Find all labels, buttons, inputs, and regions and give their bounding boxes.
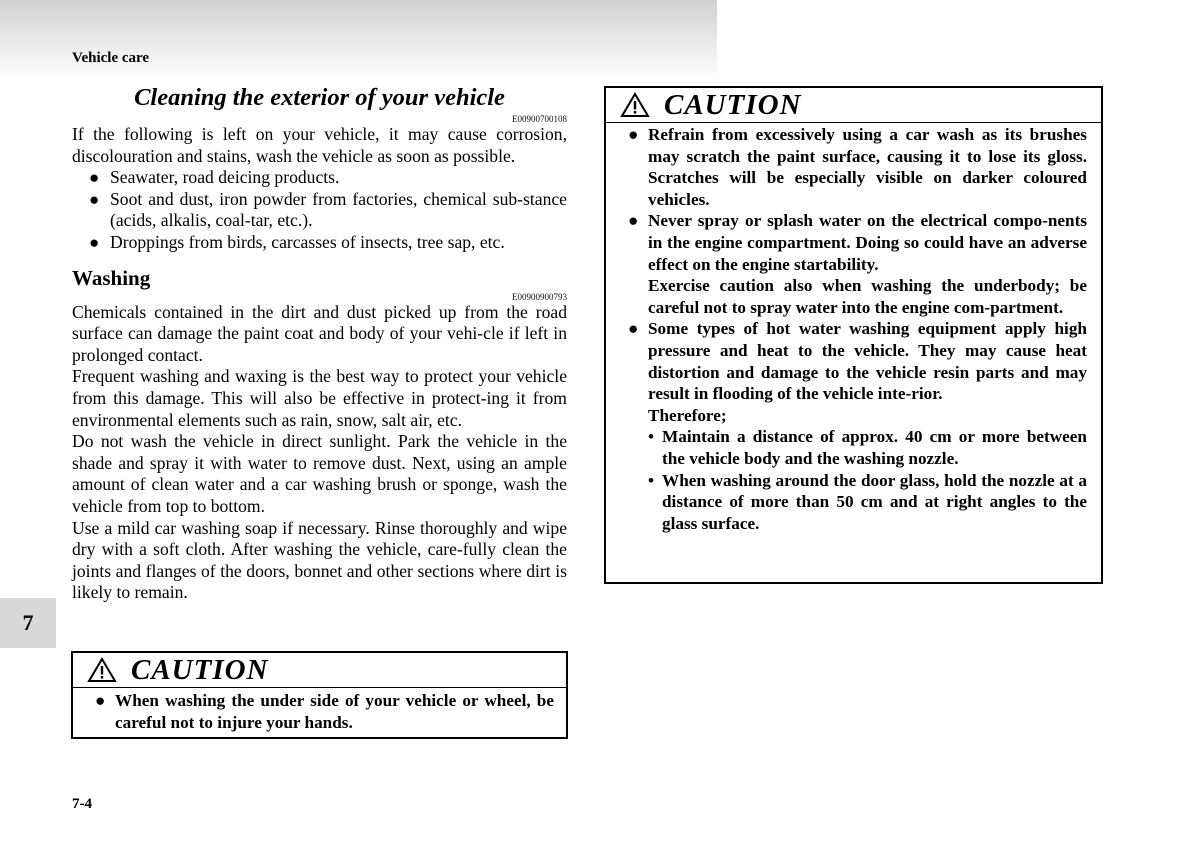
caution-box-right (604, 86, 1103, 584)
therefore-label: Therefore; (648, 405, 727, 425)
header-band (0, 0, 717, 80)
caution-title: CAUTION (131, 653, 269, 686)
caution-sub-item: • When washing around the door glass, hold the nozzle at a distance of more than 50 cm and at right angles to the glass surface. (648, 470, 1087, 533)
page-title: Cleaning the exterior of your vehicle (134, 84, 505, 111)
section-label: Vehicle care (72, 50, 150, 66)
main-content (72, 80, 567, 604)
sub-bullet-icon: • (648, 470, 655, 490)
washing-paragraph: Frequent washing and waxing is the best way to protect your vehicle from this damage. This will also be effective in protect-ing it from environmental elements such as rain, snow, salt air, etc. (72, 366, 567, 430)
sub-bullet-icon: • (648, 427, 655, 447)
caution-title: CAUTION (664, 88, 802, 121)
bullet-icon: ● (89, 189, 100, 209)
washing-paragraph: Do not wash the vehicle in direct sunlight. Park the vehicle in the shade and spray it with water to remove dust. Next, using an ample amount of clean water and a car washing brush or sponge, wash the vehicle from top to bottom. (72, 431, 567, 516)
title-code: E00900700108 (512, 114, 567, 124)
bullet-icon: ● (628, 211, 639, 231)
intro-paragraph: If the following is left on your vehicle, it may cause corrosion, discolouration and stains, wash the vehicle as soon as possible. (72, 124, 567, 166)
page-number: 7-4 (72, 796, 92, 812)
washing-heading: Washing (72, 265, 151, 290)
caution-item: ● When washing the under side of your vehicle or wheel, be careful not to injure your hands. (95, 691, 554, 732)
chapter-tab (0, 598, 56, 648)
contaminant-list (72, 167, 567, 253)
warning-triangle-icon (620, 92, 650, 118)
bullet-icon: ● (628, 319, 639, 339)
caution-item: ● Never spray or splash water on the electrical compo-nents in the engine compartment. Doing so could have an adverse effect on the engine startability. (628, 211, 1087, 274)
bullet-icon: ● (95, 691, 106, 710)
washing-paragraph: Use a mild car washing soap if necessary. Rinse thoroughly and wipe dry with a soft cloth. After washing the vehicle, care-fully clean the joints and flanges of the doors, bonnet and other sections where dirt is likely to remain. (72, 517, 567, 603)
bullet-icon: ● (628, 125, 639, 144)
caution-header (606, 88, 1101, 123)
caution-box-left (71, 651, 568, 739)
caution-item-continuation: Exercise caution also when washing the underbody; be careful not to spray water into the engine com-partment. (648, 276, 1087, 317)
caution-body (606, 123, 1101, 534)
bullet-icon: ● (89, 168, 100, 188)
caution-item: ● Refrain from excessively using a car wash as its brushes may scratch the paint surface, causing it to lose its gloss. Scratches will be especially visible on darker coloured vehicles. (628, 125, 1087, 209)
list-item: ● Soot and dust, iron powder from factories, chemical sub-stance (acids, alkalis, coal-tar, etc.). (89, 188, 567, 231)
caution-body (73, 688, 566, 733)
caution-header (73, 653, 566, 688)
caution-sub-item: • Maintain a distance of approx. 40 cm or more between the vehicle body and the washing nozzle. (648, 427, 1087, 468)
washing-code: E00900900793 (512, 291, 567, 302)
bullet-icon: ● (89, 232, 100, 252)
list-item: ● Seawater, road deicing products. (89, 167, 340, 188)
chapter-number: 7 (22, 610, 34, 635)
washing-paragraph: Chemicals contained in the dirt and dust picked up from the road surface can damage the paint coat and body of your vehi-cle if left in prolonged contact. (72, 301, 567, 365)
caution-item: ● Some types of hot water washing equipment apply high pressure and heat to the vehicle. They may cause heat distortion and damage to the vehicle resin parts and may result in flooding of the vehicle inte-rior. (628, 319, 1087, 404)
warning-triangle-icon (87, 657, 117, 683)
list-item: ● Droppings from birds, carcasses of insects, tree sap, etc. (89, 231, 505, 252)
